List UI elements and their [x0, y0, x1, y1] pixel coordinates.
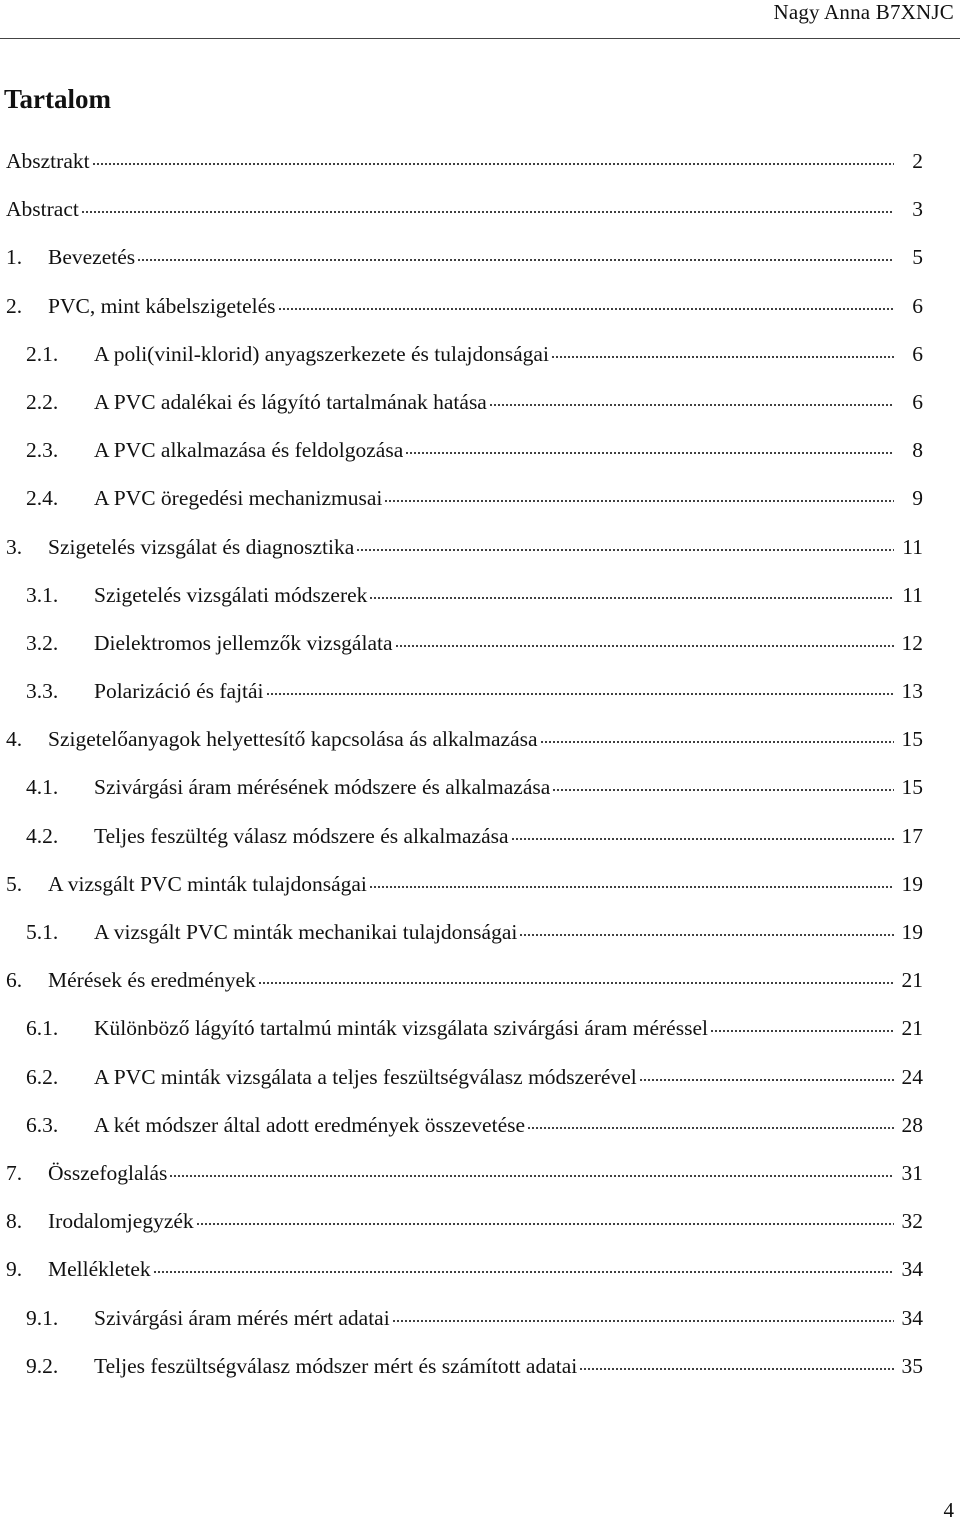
toc-entry[interactable] [0, 530, 960, 578]
toc-entry[interactable] [0, 240, 960, 288]
toc-entry[interactable] [0, 1011, 960, 1059]
toc-entry-label [48, 530, 923, 564]
toc-entry-label [94, 1011, 923, 1045]
toc-dot-leader [519, 917, 894, 937]
toc-dot-leader [511, 821, 894, 841]
toc-entry-page: 6 [912, 293, 923, 318]
toc-dot-leader [369, 869, 894, 889]
toc-entry[interactable] [0, 1060, 960, 1108]
toc-entry-page: 15 [901, 775, 923, 800]
toc-entry-number: 3.3. [26, 679, 59, 704]
toc-entry[interactable] [0, 337, 960, 385]
toc-entry-title: Bevezetés [48, 245, 136, 270]
toc-entry-label [94, 770, 923, 804]
toc-entry-label [6, 144, 923, 178]
toc-entry[interactable] [0, 144, 960, 192]
toc-entry-page: 2 [912, 149, 923, 173]
toc-dot-leader [258, 965, 894, 985]
toc-entry-title: Szivárgási áram mérés mért adatai [94, 1305, 390, 1330]
toc-entry[interactable] [0, 1156, 960, 1204]
toc-entry-label [94, 385, 923, 419]
toc-entry[interactable] [0, 1252, 960, 1300]
toc-entry-label [94, 1349, 923, 1383]
toc-entry-label [48, 867, 923, 901]
toc-entry-number: 2.2. [26, 389, 59, 414]
toc-entry-page: 15 [901, 727, 923, 752]
toc-entry-number: 1. [6, 245, 23, 270]
toc-entry-number: 9.2. [26, 1353, 59, 1378]
toc-entry[interactable] [0, 1301, 960, 1349]
toc-entry-title: Dielektromos jellemzők vizsgálata [94, 630, 393, 655]
toc-entry-label [48, 1156, 923, 1190]
toc-entry-title: A vizsgált PVC minták tulajdonságai [48, 871, 367, 896]
toc-entry-number: 2.1. [26, 341, 59, 366]
toc-entry-number: 4. [6, 727, 23, 752]
toc-dot-leader [639, 1062, 894, 1082]
toc-entry-number: 6. [6, 968, 23, 993]
toc-entry-page: 21 [901, 968, 923, 993]
toc-entry-label [94, 337, 923, 371]
toc-entry-label [6, 192, 923, 226]
toc-dot-leader [579, 1351, 894, 1371]
toc-entry-page: 11 [902, 582, 923, 607]
toc-dot-leader [540, 724, 894, 744]
toc-entry-title: A PVC öregedési mechanizmusai [94, 486, 383, 511]
toc-entry-page: 34 [901, 1305, 923, 1330]
toc-entry[interactable] [0, 963, 960, 1011]
toc-entry-page: 34 [901, 1257, 923, 1282]
toc-entry-label [94, 481, 923, 515]
toc-entry-title: Mellékletek [48, 1257, 151, 1282]
toc-entry-page: 8 [912, 438, 923, 463]
toc-entry-number: 2. [6, 293, 23, 318]
toc-dot-leader [169, 1158, 894, 1178]
toc-dot-leader [369, 580, 894, 600]
toc-entry-title: A PVC adalékai és lágyító tartalmának hatása [94, 389, 487, 414]
toc-entry-page: 6 [912, 389, 923, 414]
toc-entry-title: A PVC minták vizsgálata a teljes feszültségválasz módszerével [94, 1064, 637, 1089]
toc-entry-number: 5. [6, 871, 23, 896]
toc-dot-leader [137, 242, 894, 262]
toc-entry[interactable] [0, 626, 960, 674]
toc-entry-title: Irodalomjegyzék [48, 1209, 194, 1234]
toc-entry-title: Teljes feszültég válasz módszere és alkalmazása [94, 823, 509, 848]
toc-entry-title: Különböző lágyító tartalmú minták vizsgálata szivárgási áram méréssel [94, 1016, 708, 1041]
toc-entry-number: 2.3. [26, 438, 59, 463]
toc-entry-page: 5 [912, 245, 923, 270]
toc-dot-leader [196, 1206, 894, 1226]
toc-entry-label [94, 674, 923, 708]
toc-dot-leader [81, 194, 894, 214]
toc-entry-title: Teljes feszültségválasz módszer mért és számított adatai [94, 1353, 578, 1378]
toc-entry-number: 5.1. [26, 920, 59, 944]
toc-entry-label [94, 1060, 923, 1094]
toc-entry[interactable] [0, 578, 960, 626]
toc-dot-leader [552, 772, 894, 792]
toc-entry-title: A PVC alkalmazása és feldolgozása [94, 438, 404, 463]
toc-entry-label [48, 289, 923, 323]
toc-entry-title: Szivárgási áram mérésének módszere és alkalmazása [94, 775, 551, 800]
toc-entry-number: 3.2. [26, 630, 59, 655]
toc-entry-page: 32 [901, 1209, 923, 1234]
table-of-contents [0, 144, 960, 1397]
toc-dot-leader [395, 628, 894, 648]
toc-title: Tartalom [4, 84, 111, 114]
toc-entry-label [94, 433, 923, 467]
toc-entry-page: 24 [901, 1064, 923, 1089]
toc-dot-leader [278, 291, 894, 311]
toc-entry-label [94, 819, 923, 853]
toc-entry-title: Szigetelés vizsgálati módszerek [94, 582, 368, 607]
toc-entry-label [94, 578, 923, 612]
toc-entry-label [94, 1301, 923, 1335]
toc-entry-page: 11 [902, 534, 923, 559]
toc-entry-number: 4.2. [26, 823, 59, 848]
toc-dot-leader [266, 676, 894, 696]
toc-entry-label [48, 963, 923, 997]
toc-entry-label [48, 1204, 923, 1238]
toc-entry[interactable] [0, 481, 960, 529]
toc-entry-title: Szigetelőanyagok helyettesítő kapcsolása ás alkalmazása [48, 727, 538, 752]
toc-entry-number: 3.1. [26, 582, 59, 607]
toc-entry-label [94, 915, 923, 949]
toc-entry-page: 28 [901, 1112, 923, 1137]
toc-entry-title: PVC, mint kábelszigetelés [48, 293, 276, 318]
toc-entry-number: 8. [6, 1209, 23, 1234]
toc-entry-page: 12 [901, 630, 923, 655]
toc-entry-number: 7. [6, 1160, 23, 1185]
toc-entry-label [94, 1108, 923, 1142]
toc-entry-page: 13 [901, 679, 923, 704]
toc-dot-leader [384, 483, 894, 503]
toc-entry-number: 6.3. [26, 1112, 59, 1137]
toc-entry-page: 35 [901, 1353, 923, 1378]
toc-entry[interactable] [0, 192, 960, 240]
toc-entry-number: 4.1. [26, 775, 59, 800]
running-header-author: Nagy Anna B7XNJC [773, 0, 954, 24]
toc-entry-title: A poli(vinil-klorid) anyagszerkezete és tulajdonságai [94, 341, 549, 366]
toc-entry-title: Polarizáció és fajtái [94, 679, 264, 704]
toc-entry[interactable] [0, 1204, 960, 1252]
toc-entry-label [48, 240, 923, 274]
toc-entry-title: Szigetelés vizsgálat és diagnosztika [48, 534, 355, 559]
toc-entry-page: 19 [901, 871, 923, 896]
toc-dot-leader [527, 1110, 894, 1130]
toc-entry-page: 6 [912, 341, 923, 366]
page-number: 4 [943, 1498, 954, 1522]
toc-entry-label [48, 1252, 923, 1286]
toc-entry[interactable] [0, 1108, 960, 1156]
toc-entry-title: Absztrakt [6, 149, 90, 173]
toc-dot-leader [489, 387, 894, 407]
toc-dot-leader [405, 435, 894, 455]
toc-dot-leader [710, 1013, 894, 1033]
toc-entry-page: 3 [912, 197, 923, 222]
toc-entry-number: 2.4. [26, 486, 59, 511]
toc-entry-number: 9. [6, 1257, 23, 1282]
toc-entry-page: 9 [912, 486, 923, 511]
toc-entry-number: 9.1. [26, 1305, 59, 1330]
toc-entry[interactable] [0, 915, 960, 963]
toc-entry-number: 6.2. [26, 1064, 59, 1089]
toc-entry-page: 17 [901, 823, 923, 848]
toc-entry-title: Abstract [6, 197, 79, 222]
toc-entry-title: A két módszer által adott eredmények összevetése [94, 1112, 526, 1137]
toc-entry[interactable] [0, 867, 960, 915]
toc-entry-title: Összefoglalás [48, 1160, 168, 1185]
toc-dot-leader [356, 532, 894, 552]
toc-entry[interactable] [0, 770, 960, 818]
toc-dot-leader [392, 1303, 894, 1323]
toc-entry-label [48, 722, 923, 756]
toc-entry-label [94, 626, 923, 660]
header-divider [0, 38, 960, 39]
toc-entry[interactable] [0, 674, 960, 722]
toc-entry[interactable] [0, 289, 960, 337]
toc-entry-page: 31 [901, 1160, 923, 1185]
toc-entry-number: 6.1. [26, 1016, 59, 1041]
toc-entry-page: 19 [901, 920, 923, 944]
toc-entry[interactable] [0, 1349, 960, 1397]
toc-dot-leader [92, 146, 894, 166]
toc-entry[interactable] [0, 433, 960, 481]
toc-entry-title: Mérések és eredmények [48, 968, 256, 993]
toc-dot-leader [153, 1254, 894, 1274]
toc-entry-number: 3. [6, 534, 23, 559]
toc-entry-title: A vizsgált PVC minták mechanikai tulajdonságai [94, 920, 518, 944]
toc-dot-leader [551, 339, 894, 359]
toc-entry[interactable] [0, 819, 960, 867]
toc-entry[interactable] [0, 722, 960, 770]
toc-entry-page: 21 [901, 1016, 923, 1041]
toc-entry[interactable] [0, 385, 960, 433]
